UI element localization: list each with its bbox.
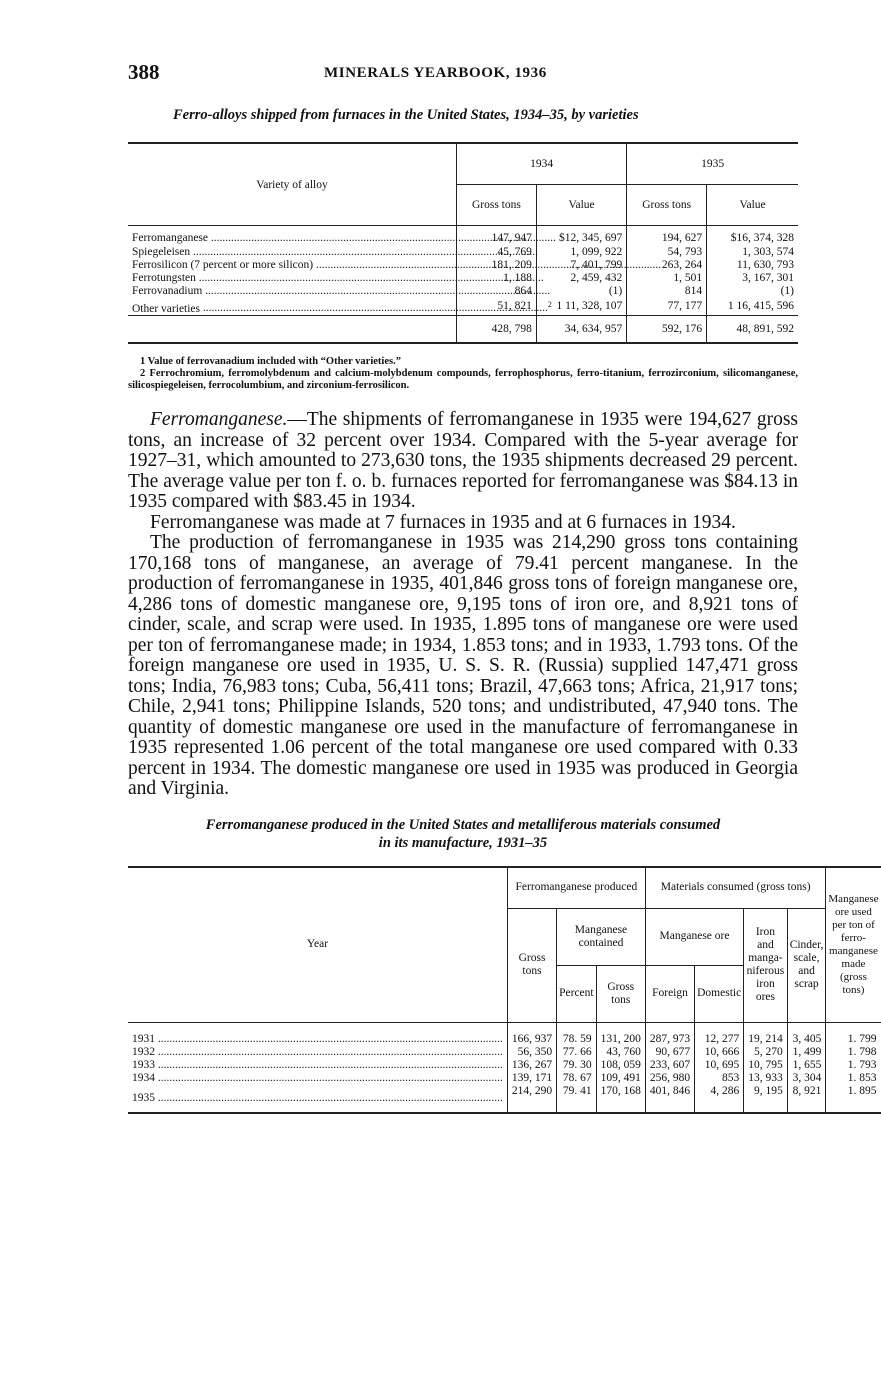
col-cinder-header: Cinder, scale, and scrap [787, 908, 826, 1022]
cell-g35: 194, 627 [627, 226, 707, 246]
col-materials-header: Materials consumed (gross tons) [645, 867, 826, 909]
cell-domestic: 12, 277 [695, 1022, 744, 1046]
year-cell [128, 1022, 507, 1046]
variety-cell [128, 272, 457, 285]
table-row [128, 285, 798, 298]
cell-g35: 77, 177 [627, 298, 707, 316]
cell-g34: 45, 769 [457, 246, 537, 259]
cell-v34: 1, 099, 922 [536, 246, 626, 259]
variety-cell [128, 226, 457, 246]
cell-v34: $12, 345, 697 [536, 226, 626, 246]
cell-cinder: 1, 499 [787, 1046, 826, 1059]
cell-gross: 166, 937 [507, 1022, 556, 1046]
variety-cell [128, 246, 457, 259]
ferromanganese-table [128, 866, 881, 1114]
year-value: 1931 ..... [132, 1033, 503, 1045]
col-value-1934-header: Value [536, 185, 626, 226]
cell-per_ton: 1. 798 [826, 1046, 881, 1059]
cell-foreign: 401, 846 [645, 1085, 694, 1113]
cell-gross: 139, 171 [507, 1072, 556, 1085]
paragraph-1-text: —The shipments of ferromanganese in 1935 were 194,627 gross tons, an increase of 32 percent over 1934. Compared with the 5-year average for 1927–31, which amounted to 273,630 tons, the 1935 shipments decreased 29 percent. The average value per ton f. o. b. furnaces reported for ferromanganese was $84.13 in 1935 compared with $83.45 in 1934. [128, 409, 798, 513]
cell-iron: 5, 270 [744, 1046, 788, 1059]
ferro-alloys-table [128, 142, 798, 344]
paragraph-1 [128, 410, 798, 513]
variety-cell [128, 259, 457, 272]
col-year-header: Year [128, 867, 507, 1023]
col-fm-produced-header: Ferromanganese produced [507, 867, 645, 909]
cell-v34: 7, 401, 799 [536, 259, 626, 272]
table-row [128, 259, 798, 272]
cell-gross: 214, 290 [507, 1085, 556, 1113]
col-foreign-header: Foreign [645, 965, 694, 1022]
year-cell [128, 1085, 507, 1113]
paragraph-3: The production of ferromanganese in 1935 was 214,290 gross tons containing 170,168 tons of manganese, an average of 79.41 percent manganese. In the production of ferromanganese in 1935, 401,846 gross tons of foreign manganese ore, 4,286 tons of domestic manganese ore, 9,195 tons of iron ore, and 8,921 tons of cinder, scale, and scrap were used. In 1935, 1.895 tons of manganese ore were used per ton of ferromanganese made; in 1934, 1.853 tons; and in 1933, 1.793 tons. Of the foreign manganese ore used in 1935, U. S. S. R. (Russia) supplied 147,471 gross tons; India, 76,983 tons; Cuba, 56,411 tons; Brazil, 47,663 tons; Africa, 21,917 tons; Chile, 2,941 tons; Philippine Islands, 520 tons; and undistributed, 47,940 tons. The quantity of domestic manganese ore used in the manufacture of ferromanganese in 1935 represented 1.06 percent of the total manganese ore used compared with 0.33 percent in 1934. The domestic manganese ore used in 1935 was produced in Georgia and Virginia. [128, 532, 798, 800]
variety-name: Ferromanganese ..... [132, 232, 556, 244]
cell-domestic: 4, 286 [695, 1085, 744, 1113]
col-year-1934-header: 1934 [457, 143, 627, 185]
year-value: 1934 ..... [132, 1072, 503, 1084]
cell-mn: 43, 760 [596, 1046, 645, 1059]
year-cell [128, 1046, 507, 1059]
cell-cinder: 3, 405 [787, 1022, 826, 1046]
cell-g35: 814 [627, 285, 707, 298]
table2-caption [128, 816, 798, 852]
table-row [128, 1059, 881, 1072]
year-value: 1933 ..... [132, 1059, 503, 1071]
cell-pct: 77. 66 [557, 1046, 596, 1059]
cell-iron: 10, 795 [744, 1059, 788, 1072]
year-cell [128, 1072, 507, 1085]
total-value-1934: 34, 634, 957 [536, 316, 626, 344]
cell-v34: 2, 459, 432 [536, 272, 626, 285]
body-text [128, 410, 798, 800]
col-variety-header: Variety of alloy [128, 143, 457, 226]
total-gross-1934: 428, 798 [457, 316, 537, 344]
footnote-2: 2 Ferrochromium, ferromolybdenum and calcium-molybdenum compounds, ferrophosphorus, ferro-titanium, ferrozirconium, silicomanganese, silicospiegeleisen, ferrocolumbium, and zirconium-ferrosilicon. [128, 368, 798, 392]
cell-cinder: 8, 921 [787, 1085, 826, 1113]
col-gross-tons2-header: Gross tons [596, 965, 645, 1022]
cell-g34: 864 [457, 285, 537, 298]
running-head [128, 60, 798, 90]
col-gross-tons-header: Gross tons [507, 908, 556, 1022]
paragraph-1-lead: Ferromanganese. [150, 409, 288, 431]
cell-domestic: 10, 666 [695, 1046, 744, 1059]
cell-v35: 1 16, 415, 596 [707, 298, 798, 316]
cell-v35: 1, 303, 574 [707, 246, 798, 259]
cell-mn: 109, 491 [596, 1072, 645, 1085]
footnote-ref: 2 [547, 299, 552, 309]
cell-per_ton: 1. 895 [826, 1085, 881, 1113]
variety-name: Spiegeleisen ..... [132, 246, 538, 258]
variety-name: Other varieties ..... [132, 302, 548, 314]
cell-g35: 54, 793 [627, 246, 707, 259]
table1-total-row [128, 316, 798, 344]
cell-iron: 13, 933 [744, 1072, 788, 1085]
cell-mn: 170, 168 [596, 1085, 645, 1113]
cell-pct: 78. 67 [557, 1072, 596, 1085]
cell-gross: 56, 350 [507, 1046, 556, 1059]
table1-caption: Ferro-alloys shipped from furnaces in the United States, 1934–35, by varieties [173, 107, 639, 123]
cell-pct: 79. 30 [557, 1059, 596, 1072]
cell-v35: 3, 167, 301 [707, 272, 798, 285]
cell-g34: 147, 947 [457, 226, 537, 246]
cell-pct: 79. 41 [557, 1085, 596, 1113]
table-row [128, 1072, 881, 1085]
cell-g34: 1, 188 [457, 272, 537, 285]
col-value-1935-header: Value [707, 185, 798, 226]
variety-cell [128, 285, 457, 298]
table-row [128, 1022, 881, 1046]
variety-name: Ferrotungsten ..... [132, 272, 544, 284]
table2-caption-line2: in its manufacture, 1931–35 [378, 834, 548, 851]
table1-footnotes [128, 356, 798, 392]
cell-per_ton: 1. 853 [826, 1072, 881, 1085]
cell-foreign: 287, 973 [645, 1022, 694, 1046]
paragraph-2: Ferromanganese was made at 7 furnaces in 1935 and at 6 furnaces in 1934. [150, 511, 736, 533]
cell-g35: 1, 501 [627, 272, 707, 285]
variety-name: Ferrovanadium ..... [132, 285, 550, 297]
cell-cinder: 3, 304 [787, 1072, 826, 1085]
running-title: MINERALS YEARBOOK, 1936 [324, 65, 547, 81]
cell-v35: (1) [707, 285, 798, 298]
cell-foreign: 90, 677 [645, 1046, 694, 1059]
table-row [128, 246, 798, 259]
cell-mn: 131, 200 [596, 1022, 645, 1046]
page-number: 388 [128, 60, 160, 84]
col-mn-per-ton-header: Manganese ore used per ton of ferro-manganese made (gross tons) [826, 867, 881, 1023]
cell-domestic: 10, 695 [695, 1059, 744, 1072]
cell-g35: 263, 264 [627, 259, 707, 272]
cell-pct: 78. 59 [557, 1022, 596, 1046]
year-cell [128, 1059, 507, 1072]
cell-mn: 108, 059 [596, 1059, 645, 1072]
cell-per_ton: 1. 793 [826, 1059, 881, 1072]
cell-iron: 19, 214 [744, 1022, 788, 1046]
col-mn-ore-header: Manganese ore [645, 908, 743, 965]
table2-caption-line1: Ferromanganese produced in the United States and metalliferous materials consumed [205, 816, 721, 833]
document-page [128, 60, 879, 1114]
cell-gross: 136, 267 [507, 1059, 556, 1072]
col-iron-ores-header: Iron and manga-niferous iron ores [744, 908, 788, 1022]
col-gross-tons-1934-header: Gross tons [457, 185, 537, 226]
col-percent-header: Percent [557, 965, 596, 1022]
cell-v35: $16, 374, 328 [707, 226, 798, 246]
total-value-1935: 48, 891, 592 [707, 316, 798, 344]
cell-v34: (1) [536, 285, 626, 298]
cell-g34: 181, 209 [457, 259, 537, 272]
table-row [128, 1085, 881, 1113]
cell-foreign: 256, 980 [645, 1072, 694, 1085]
year-value: 1935 ..... [132, 1092, 503, 1104]
table-row [128, 1046, 881, 1059]
cell-g34: 51, 821 [457, 298, 537, 316]
footnote-1: 1 Value of ferrovanadium included with “Other varieties.” [140, 356, 401, 368]
cell-cinder: 1, 655 [787, 1059, 826, 1072]
cell-foreign: 233, 607 [645, 1059, 694, 1072]
cell-domestic: 853 [695, 1072, 744, 1085]
col-year-1935-header: 1935 [627, 143, 798, 185]
cell-per_ton: 1. 799 [826, 1022, 881, 1046]
table-row [128, 298, 798, 316]
col-domestic-header: Domestic [695, 965, 744, 1022]
cell-v34: 1 11, 328, 107 [536, 298, 626, 316]
col-mn-contained-header: Manganese contained [557, 908, 646, 965]
cell-v35: 11, 630, 793 [707, 259, 798, 272]
year-value: 1932 ..... [132, 1046, 503, 1058]
cell-iron: 9, 195 [744, 1085, 788, 1113]
variety-name: Ferrosilicon (7 percent or more silicon) ..... [132, 259, 661, 271]
table-row [128, 226, 798, 246]
table-row [128, 272, 798, 285]
col-gross-tons-1935-header: Gross tons [627, 185, 707, 226]
total-gross-1935: 592, 176 [627, 316, 707, 344]
